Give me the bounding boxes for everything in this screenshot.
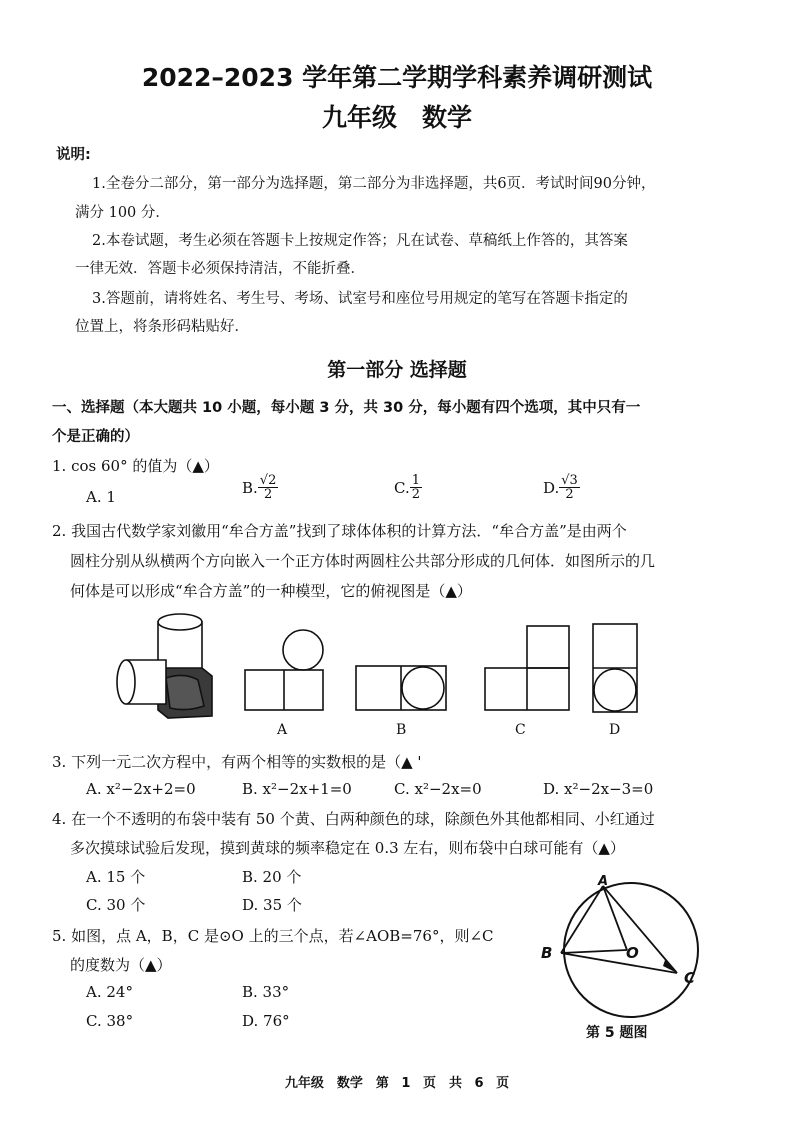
q5-option-d: D. 76° xyxy=(242,1012,290,1030)
option-b-figure xyxy=(356,666,446,710)
q5-line: 的度数为（▲） xyxy=(70,956,172,974)
q3-option-d: D. x²−2x−3=0 xyxy=(543,780,654,798)
q5-option-b: B. 33° xyxy=(242,983,290,1001)
q1-option-a: A. 1 xyxy=(86,488,116,506)
q1-option-d: D. $\frac{√3}{2}$ xyxy=(543,473,578,502)
q2-line: 圆柱分别从纵横两个方向嵌入一个正方体时两圆柱公共部分形成的几何体．如图所示的几 xyxy=(70,552,656,570)
option-d-figure xyxy=(593,624,637,712)
q2-label-c: C xyxy=(515,722,526,738)
option-a-figure xyxy=(245,630,323,710)
q1-option-b: B. $\frac{√2}{2}$ xyxy=(242,473,277,502)
q4-option-a: A. 15 个 xyxy=(86,868,146,886)
q4-line: 4. 在一个不透明的布袋中装有 50 个黄、白两种颜色的球，除颜色外其他都相同、小红通过 xyxy=(52,810,655,828)
q5-circle-figure xyxy=(535,878,715,1023)
section-title: 第一部分 选择题 xyxy=(327,359,467,381)
note-line: 一律无效．答题卡必须保持清洁，不能折叠． xyxy=(75,261,365,277)
section-instruction: 一、选择题（本大题共 10 小题，每小题 3 分，共 30 分，每小题有四个选项，其中只有一 xyxy=(52,400,641,416)
note-line: 位置上，将条形码粘贴好． xyxy=(75,319,249,335)
q2-figures xyxy=(100,608,660,740)
q2-line: 2. 我国古代数学家刘徽用“牟合方盖”找到了球体体积的计算方法．“牟合方盖”是由两个 xyxy=(52,522,627,540)
page-subtitle: 九年级 数学 xyxy=(321,103,472,132)
q4-option-b: B. 20 个 xyxy=(242,868,302,886)
section-instruction: 个是正确的） xyxy=(52,429,139,445)
q2-line: 何体是可以形成“牟合方盖”的一种模型，它的俯视图是（▲） xyxy=(70,582,472,600)
q5-figure-caption: 第 5 题图 xyxy=(586,1025,648,1041)
note-line: 1.全卷分二部分，第一部分为选择题，第二部分为非选择题，共6页．考试时间90分钟， xyxy=(92,176,656,192)
page-footer: 九年级 数学 第 1 页 共 6 页 xyxy=(284,1076,510,1091)
notes-heading: 说明: xyxy=(56,147,91,163)
q3-stem: 3. 下列一元二次方程中，有两个相等的实数根的是（▲ ' xyxy=(52,753,422,771)
q5-point-o-label: O xyxy=(626,944,639,962)
q3-option-c: C. x²−2x=0 xyxy=(394,780,482,798)
q5-line: 5. 如图，点 A，B，C 是⊙O 上的三个点，若∠AOB=76°，则∠C xyxy=(52,927,494,945)
q4-line: 多次摸球试验后发现，摸到黄球的频率稳定在 0.3 左右，则布袋中白球可能有（▲） xyxy=(70,839,625,857)
note-line: 3.答题前，请将姓名、考生号、考场、试室号和座位号用规定的笔写在答题卡指定的 xyxy=(92,291,628,307)
q4-option-c: C. 30 个 xyxy=(86,896,146,914)
q1-stem: 1. cos 60° 的值为（▲） xyxy=(52,457,219,475)
note-line: 满分 100 分． xyxy=(75,205,170,221)
q1-option-c: C. $\frac{1}{2}$ xyxy=(394,473,420,502)
note-line: 2.本卷试题，考生必须在答题卡上按规定作答；凡在试卷、草稿纸上作答的，其答案 xyxy=(92,233,628,249)
page-title: 2022–2023 学年第二学期学科素养调研测试 xyxy=(141,63,653,92)
q5-option-c: C. 38° xyxy=(86,1012,134,1030)
q4-option-d: D. 35 个 xyxy=(242,896,302,914)
q5-option-a: A. 24° xyxy=(86,983,133,1001)
q2-label-d: D xyxy=(609,722,621,738)
option-c-figure xyxy=(485,626,569,710)
solid-model-figure xyxy=(117,614,212,718)
q5-point-c-label: C xyxy=(684,969,696,987)
q5-point-b-label: B xyxy=(541,944,553,962)
q5-point-a-label: A xyxy=(598,874,609,889)
q3-option-a: A. x²−2x+2=0 xyxy=(86,780,196,798)
q2-label-b: B xyxy=(396,722,407,738)
q2-label-a: A xyxy=(277,722,288,738)
q3-option-b: B. x²−2x+1=0 xyxy=(242,780,352,798)
